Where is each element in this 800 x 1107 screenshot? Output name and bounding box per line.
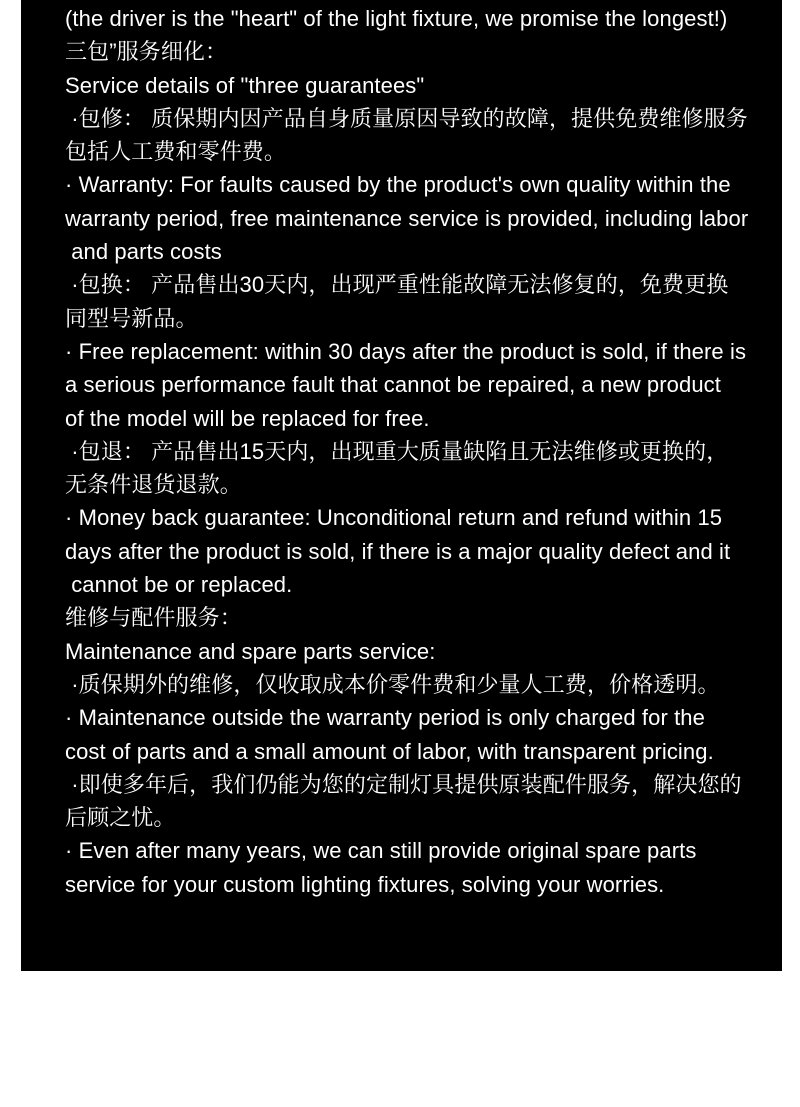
text-line: ·包修： 质保期内因产品自身质量原因导致的故障，提供免费维修服务 — [65, 105, 748, 131]
text-line: 无条件退货退款。 — [65, 472, 242, 498]
text-line: · Even after many years, we can still provide original spare parts — [65, 838, 697, 864]
service-text-block — [21, 0, 782, 901]
service-info-panel — [21, 0, 782, 971]
text-line: 包括人工费和零件费。 — [65, 139, 287, 165]
text-line: · Warranty: For faults caused by the product's own quality within the — [65, 172, 731, 198]
text-line: ·质保期外的维修，仅收取成本价零件费和少量人工费，价格透明。 — [65, 671, 720, 697]
text-line: of the model will be replaced for free. — [65, 405, 430, 431]
text-line: a serious performance fault that cannot be repaired, a new product — [65, 372, 721, 398]
text-line: ·即使多年后，我们仍能为您的定制灯具提供原装配件服务，解决您的 — [65, 771, 742, 797]
text-line: · Free replacement: within 30 days after the product is sold, if there is — [65, 338, 747, 364]
text-line: and parts costs — [65, 239, 222, 265]
text-line: 三包”服务细化： — [65, 39, 228, 65]
text-line: · Money back guarantee: Unconditional return and refund within 15 — [65, 505, 723, 531]
text-line: days after the product is sold, if there is a major quality defect and it — [65, 538, 731, 564]
text-line: cannot be or replaced. — [65, 572, 293, 598]
text-line: Maintenance and spare parts service: — [65, 638, 436, 664]
text-line: ·包换： 产品售出30天内，出现严重性能故障无法修复的，免费更换 — [65, 272, 729, 298]
text-line: ·包退： 产品售出15天内，出现重大质量缺陷且无法维修或更换的， — [65, 438, 729, 464]
text-line: 维修与配件服务： — [65, 605, 242, 631]
text-line: Service details of "three guarantees" — [65, 72, 425, 98]
text-line: warranty period, free maintenance service is provided, including labor — [65, 205, 749, 231]
text-line: · Maintenance outside the warranty period is only charged for the — [65, 705, 705, 731]
text-line: service for your custom lighting fixtures, solving your worries. — [65, 871, 665, 897]
text-line: 同型号新品。 — [65, 305, 198, 331]
text-line: (the driver is the "heart" of the light fixture, we promise the longest!) — [65, 6, 728, 31]
text-line: 后顾之忧。 — [65, 805, 176, 831]
text-line: cost of parts and a small amount of labor, with transparent pricing. — [65, 738, 714, 764]
